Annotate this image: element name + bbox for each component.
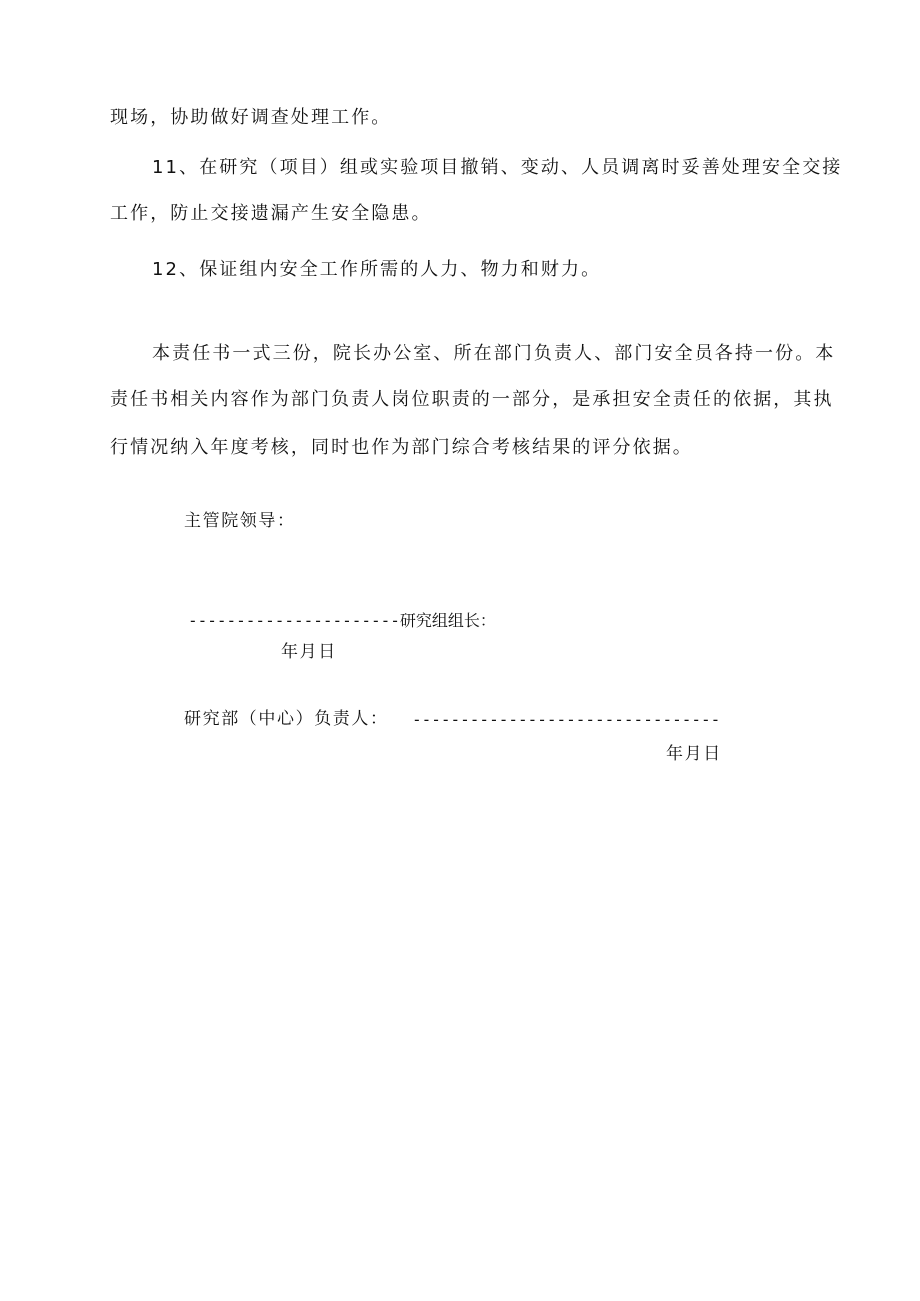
item-11-line-2: 工作，防止交接遗漏产生安全隐患。 <box>110 203 432 224</box>
group-leader-date: 年月日 <box>281 642 337 662</box>
department-head-dash-line: -------------------------------- <box>412 710 721 729</box>
item-12: 12、保证组内安全工作所需的人力、物力和财力。 <box>152 259 602 280</box>
department-head-date: 年月日 <box>666 744 722 764</box>
group-leader-signature-line <box>188 607 496 635</box>
responsibility-note-line-2: 责任书相关内容作为部门负责人岗位职责的一部分，是承担安全责任的依据，其执 <box>110 389 834 410</box>
leader-signature-label: 主管院领导： <box>184 511 296 531</box>
department-head-signature-label: 研究部（中心）负责人： <box>184 709 389 729</box>
item-11-line-1: 11、在研究（项目）组或实验项目撤销、变动、人员调离时妥善处理安全交接 <box>152 157 843 178</box>
responsibility-note-line-3: 行情况纳入年度考核，同时也作为部门综合考核结果的评分依据。 <box>110 437 693 458</box>
group-leader-dash-line: ----------------------研究组组长： <box>188 611 496 630</box>
responsibility-note-line-1: 本责任书一式三份，院长办公室、所在部门负责人、部门安全员各持一份。本 <box>152 343 836 364</box>
item-10-continuation: 现场，协助做好调查处理工作。 <box>110 107 392 128</box>
